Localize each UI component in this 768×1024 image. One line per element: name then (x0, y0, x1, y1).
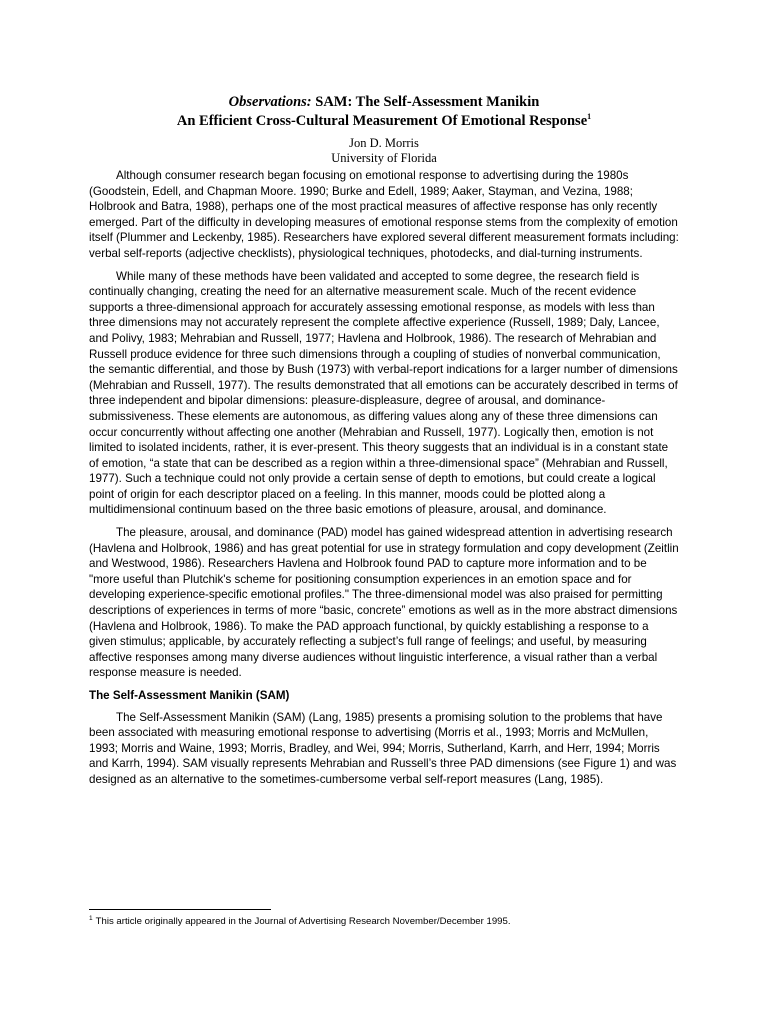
paragraph: Although consumer research began focusing on emotional response to advertising during the 1980s (Goodstein, Edell, and Chapman Moore. 1990; Burke and Edell, 1989; Aaker, Stayman, and Vezina, 1988; Holbrook and Batra, 1988), perhaps one of the most practical measures of affective response has only recently emerged. Part of the difficulty in developing measures of emotional response stems from the complexity of emotion itself (Plummer and Leckenby, 1985). Researchers have explored several different measurement formats including: verbal self-reports (adjective checklists), physiological techniques, photodecks, and dial-turning instruments. (89, 169, 679, 260)
subtitle: An Efficient Cross-Cultural Measurement Of Emotional Response (176, 113, 588, 129)
author-block (0, 136, 768, 166)
title-lead: Observations: (228, 94, 312, 110)
author-affiliation: University of Florida (331, 151, 437, 165)
title-block (0, 93, 768, 131)
footnote-divider (89, 909, 271, 910)
paragraph: The pleasure, arousal, and dominance (PAD) model has gained widespread attention in advertising research (Havlena and Holbrook, 1986) and has great potential for use in strategy formulation and copy development (Zeitlin and Westwood, 1986). Researchers Havlena and Holbrook found PAD to capture more information and to be "more useful than Plutchik's scheme for positioning consumption experiences in an emotion space and for developing experience-specific emotional profiles." The three-dimensional model was also praised for permitting descriptions of experiences in terms of more “basic, concrete” emotions as well as in the more abstract dimensions (Havlena and Holbrook, 1986). To make the PAD approach functional, by quickly establishing a response to a given stimulus; applicable, by accurately reflecting a subject’s full range of feelings; and useful, by measuring affective responses among many diverse audiences without linguistic interference, a visual rather than a verbal response measure is needed. (89, 526, 679, 680)
title-main: SAM: The Self-Assessment Manikin (311, 94, 540, 110)
footnote-text: This article originally appeared in the Journal of Advertising Research November/December 1995. (95, 916, 511, 927)
body-text (89, 168, 679, 795)
section-heading: The Self-Assessment Manikin (SAM) (89, 689, 290, 702)
author-name: Jon D. Morris (349, 136, 419, 150)
paragraph: While many of these methods have been validated and accepted to some degree, the research field is continually changing, creating the need for an alternative measurement scale. Much of the recent evidence supports a three-dimensional approach for accurately assessing emotional response, as models with less than three dimensions may not accurately represent the complete affective experience (Russell, 1989; Daly, Lancee, and Polivy, 1983; Mehrabian and Russell, 1977; Havlena and Holbrook, 1986). The research of Mehrabian and Russell produce evidence for three such dimensions through a coupling of studies of nonverbal communication, the semantic differential, and those by Bush (1973) with verbal-report indications for a larger number of dimensions (Mehrabian and Russell, 1977). The results demonstrated that all emotions can be accurately described in terms of three independent and bipolar dimensions: pleasure-displeasure, degree of arousal, and dominance-submissiveness. These elements are autonomous, as differing values along any of these three dimensions can occur concurrently without affecting one another (Mehrabian and Russell, 1977). Logically then, emotion is not limited to isolated incidents, rather, it is ever-present. This theory suggests that an individual is in a constant state of emotion, “a state that can be described as a region within a three-dimensional space” (Mehrabian and Russell, 1977). Such a technique could not only provide a certain sense of depth to emotions, but could create a logical point of origin for each descriptor placed on a feeling. In this manner, moods could be plotted along a multidimensional continuum based on the three basic emotions of pleasure, arousal, and dominance. (89, 269, 678, 517)
footnote (89, 916, 689, 928)
title-line-2 (0, 112, 768, 131)
title-footnote-marker: 1 (587, 112, 592, 122)
footnote-marker: 1 (89, 914, 93, 922)
title-line-1 (0, 93, 768, 112)
paragraph: The Self-Assessment Manikin (SAM) (Lang, 1985) presents a promising solution to the problems that have been associated with measuring emotional response to advertising (Morris et al., 1993; Morris and McMullen, 1993; Morris and Waine, 1993; Morris, Bradley, and Wei, 994; Morris, Sutherland, Karrh, and Herr, 1994; Morris and Karrh, 1994). SAM visually represents Mehrabian and Russell’s three PAD dimensions (see Figure 1) and was designed as an alternative to the sometimes-cumbersome verbal self-report measures (Lang, 1985). (89, 710, 677, 786)
